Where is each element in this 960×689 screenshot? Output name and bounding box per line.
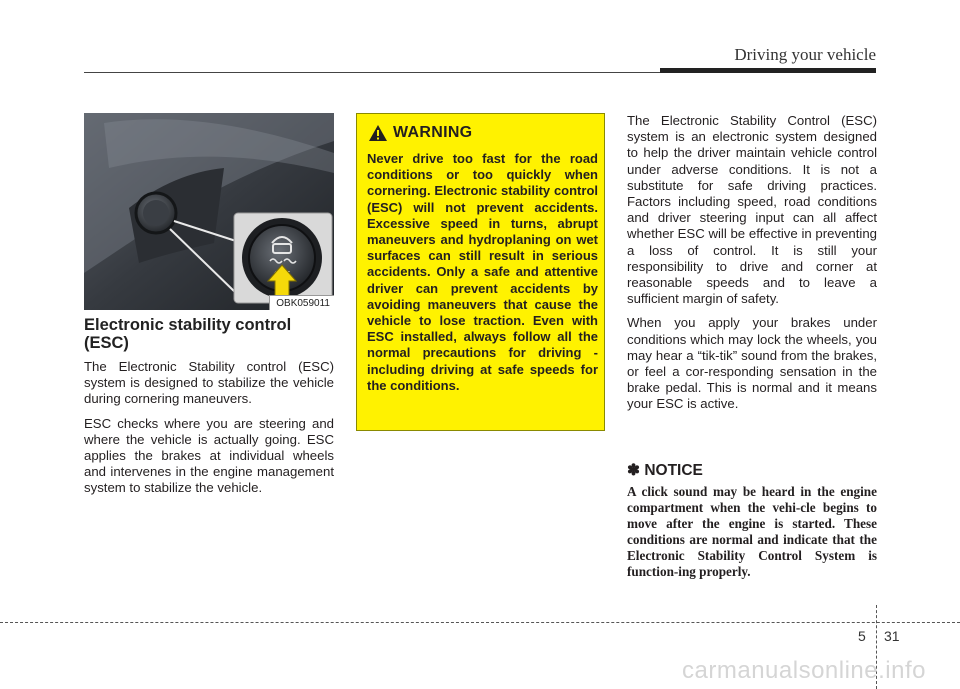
section-heading: Electronic stability control (ESC)	[84, 316, 292, 352]
header-rule-accent	[660, 68, 876, 73]
notice-header	[627, 461, 703, 480]
paragraph: The Electronic Stability control (ESC) system is designed to stabilize the vehicle during cornering maneuvers.	[84, 359, 334, 407]
esc-details	[627, 113, 877, 421]
warning-box	[356, 113, 605, 431]
watermark: carmanualsonline.info	[682, 657, 926, 684]
notice-icon: ✽	[627, 462, 640, 479]
warning-header	[369, 124, 472, 142]
footer-rule	[0, 622, 960, 623]
warning-heading: WARNING	[393, 124, 473, 141]
notice-text: A click sound may be heard in the engine compartment when the vehi-cle begins to move after the engine is started. These conditions are normal and indicate that the Electronic Stability Control System is function-ing properly.	[627, 484, 877, 579]
esc-description	[84, 359, 334, 505]
warning-icon	[369, 125, 387, 141]
header-title: Driving your vehicle	[734, 45, 876, 64]
notice-heading: NOTICE	[644, 462, 703, 479]
chapter-number: 5	[858, 628, 866, 644]
paragraph: When you apply your brakes under conditions which may lock the wheels, you may hear a “tik-tik” sound from the brakes, or feel a cor-responding sensation in the brake pedal. This is normal and it means your ESC is active.	[627, 315, 877, 412]
esc-button-photo	[84, 113, 334, 310]
paragraph: ESC checks where you are steering and where the vehicle is actually going. ESC applies the brakes at individual wheels and intervenes in the engine management system to stabilize the vehicle.	[84, 415, 334, 496]
page-number: 31	[884, 628, 900, 644]
figure-code: OBK059011	[269, 295, 334, 310]
paragraph: The Electronic Stability Control (ESC) system is an electronic system designed to help the driver maintain vehicle control under adverse conditions. It is not a substitute for safe driving practices. Factors including speed, road conditions and driver steering input can all affect whether ESC will be effective in preventing a loss of control. It is still your responsibility to drive and corner at reasonable speeds and to leave a sufficient margin of safety.	[627, 113, 877, 307]
warning-text: Never drive too fast for the road conditions or too quickly when cornering. Electronic stability control (ESC) will not prevent accidents. Excessive speed in turns, abrupt maneuvers and hydroplaning on wet surfaces can still result in serious accidents. Only a safe and attentive driver can prevent accidents by avoiding maneuvers that cause the vehicle to lose traction. Even with ESC installed, always follow all the normal precautions for driving - including driving at safe speeds for the conditions.	[367, 151, 598, 393]
